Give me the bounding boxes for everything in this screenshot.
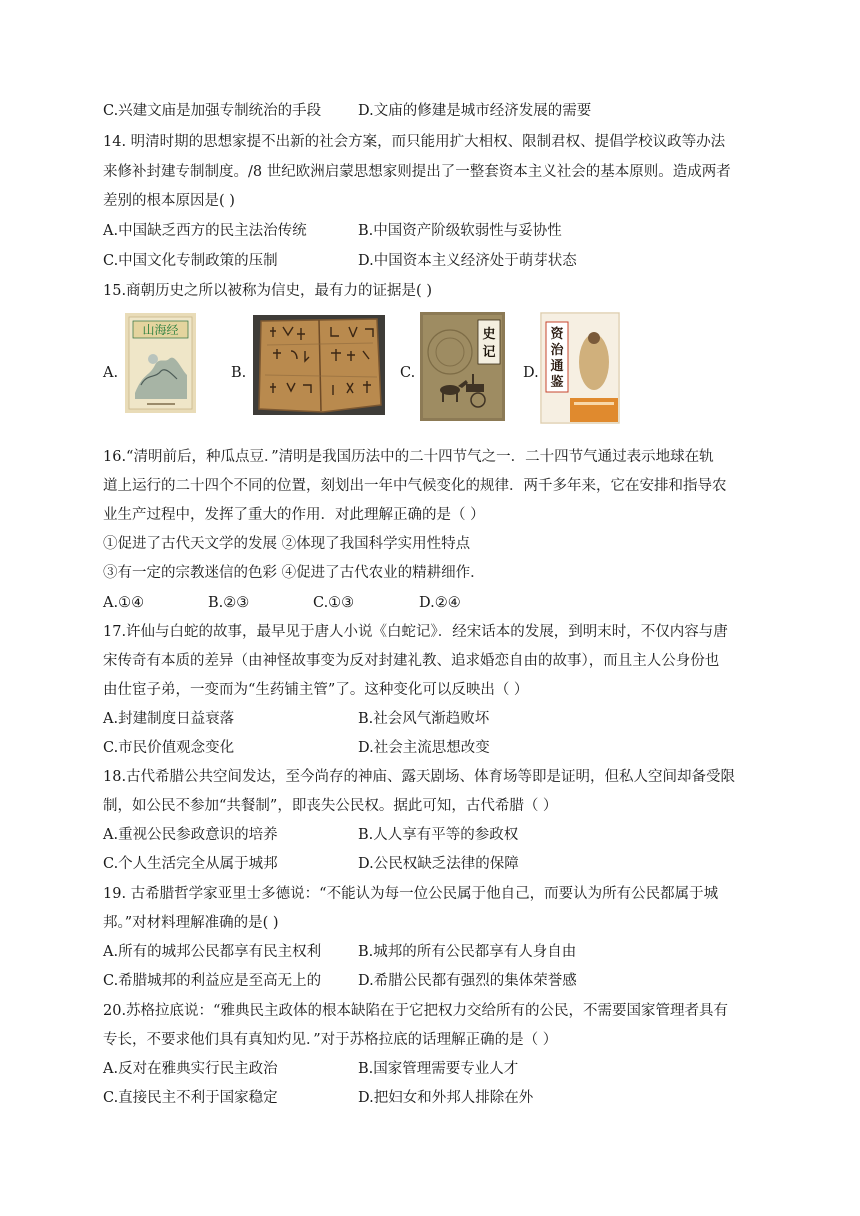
q15-option-a-label: A. bbox=[103, 365, 119, 381]
zizhitongjian-book-cover-icon bbox=[540, 312, 620, 424]
q14-option-d: D.中国资本主义经济处于萌芽状态 bbox=[358, 253, 577, 269]
q14-option-a: A.中国缺乏西方的民主法治传统 bbox=[103, 223, 307, 239]
zizhitongjian-char-2: 治 bbox=[550, 343, 564, 358]
q16-item-line-2: ③有一定的宗教迷信的色彩 ④促进了古代农业的精耕细作． bbox=[103, 565, 485, 581]
q18-option-a: A.重视公民参政意识的培养 bbox=[103, 827, 278, 843]
q16-stem-line-3: 业生产过程中，发挥了重大的作用．对此理解正确的是（ ） bbox=[103, 507, 485, 523]
shiji-book-cover-icon bbox=[420, 312, 505, 421]
q20-stem-line-2: 专长，不要求他们具有真知灼见．”对于苏格拉底的话理解正确的是（ ） bbox=[103, 1032, 558, 1048]
q19-option-d: D.希腊公民都有强烈的集体荣誉感 bbox=[358, 973, 577, 989]
oracle-bone-inscription-icon bbox=[253, 315, 385, 415]
q20-option-b: B.国家管理需要专业人才 bbox=[358, 1061, 519, 1077]
q13-option-c: C.兴建文庙是加强专制统治的手段 bbox=[103, 103, 322, 119]
q19-option-b: B.城邦的所有公民都享有人身自由 bbox=[358, 944, 577, 960]
q18-option-d: D.公民权缺乏法律的保障 bbox=[358, 856, 519, 872]
q19-option-c: C.希腊城邦的利益应是至高无上的 bbox=[103, 973, 322, 989]
q14-stem-line-2: 来修补封建专制制度。/8 世纪欧洲启蒙思想家则提出了一整套资本主义社会的基本原则。造成两者 bbox=[103, 164, 731, 180]
q16-stem-line-1: 16.“清明前后，种瓜点豆．”清明是我国历法中的二十四节气之一．二十四节气通过表示地球在轨 bbox=[103, 449, 714, 465]
q16-option-b: B.②③ bbox=[208, 595, 250, 611]
zizhitongjian-char-3: 通 bbox=[550, 359, 564, 374]
q20-option-c: C.直接民主不利于国家稳定 bbox=[103, 1090, 278, 1106]
q20-option-d: D.把妇女和外邦人排除在外 bbox=[358, 1090, 534, 1106]
q18-option-c: C.个人生活完全从属于城邦 bbox=[103, 856, 278, 872]
q17-stem-line-3: 由仕宦子弟，一变而为“生药铺主管”了。这种变化可以反映出（ ） bbox=[103, 682, 529, 698]
q19-option-a: A.所有的城邦公民都享有民主权利 bbox=[103, 944, 322, 960]
q18-stem-line-2: 制，如公民不参加“共餐制”，即丧失公民权。据此可知，古代希腊（ ） bbox=[103, 798, 558, 814]
q19-stem-line-2: 邦。”对材料理解准确的是( ) bbox=[103, 915, 279, 931]
q16-option-a: A.①④ bbox=[103, 595, 145, 611]
q17-stem-line-2: 宋传奇有本质的差异（由神怪故事变为反对封建礼教、追求婚恋自由的故事），而且主人公身份也 bbox=[103, 653, 720, 669]
zizhitongjian-char-4: 鉴 bbox=[550, 375, 564, 390]
q16-option-c: C.①③ bbox=[313, 595, 355, 611]
shanhaijing-title: 山海经 bbox=[142, 323, 179, 337]
q15-stem: 15.商朝历史之所以被称为信史，最有力的证据是( ) bbox=[103, 283, 432, 299]
q18-stem-line-1: 18.古代希腊公共空间发达，至今尚存的神庙、露天剧场、体育场等即是证明，但私人空间却备受限 bbox=[103, 769, 736, 785]
shiji-title-part-2: 记 bbox=[482, 345, 496, 360]
q16-stem-line-2: 道上运行的二十四个不同的位置，刻划出一年中气候变化的规律．两千多年来，它在安排和指导农 bbox=[103, 478, 727, 494]
q19-stem-line-1: 19. 古希腊哲学家亚里士多德说：“不能认为每一位公民属于他自己，而要认为所有公民都属于城 bbox=[103, 886, 719, 902]
q16-item-line-1: ①促进了古代天文学的发展 ②体现了我国科学实用性特点 bbox=[103, 536, 471, 552]
q16-option-d: D.②④ bbox=[419, 595, 461, 611]
q13-option-d: D.文庙的修建是城市经济发展的需要 bbox=[358, 103, 592, 119]
q14-option-c: C.中国文化专制政策的压制 bbox=[103, 253, 278, 269]
q15-option-b-label: B. bbox=[231, 365, 247, 381]
q14-stem-line-1: 14. 明清时期的思想家提不出新的社会方案，而只能用扩大相权、限制君权、提倡学校议政等办法 bbox=[103, 134, 726, 150]
q17-option-c: C.市民价值观念变化 bbox=[103, 740, 235, 756]
q15-option-c-label: C. bbox=[400, 365, 416, 381]
q20-option-a: A.反对在雅典实行民主政治 bbox=[103, 1061, 278, 1077]
q17-option-b: B.社会风气渐趋败坏 bbox=[358, 711, 490, 727]
q14-option-b: B.中国资产阶级软弱性与妥协性 bbox=[358, 223, 562, 239]
q18-option-b: B.人人享有平等的参政权 bbox=[358, 827, 519, 843]
q20-stem-line-1: 20.苏格拉底说：“雅典民主政体的根本缺陷在于它把权力交给所有的公民，不需要国家管理者具有 bbox=[103, 1003, 728, 1019]
shiji-title-part-1: 史 bbox=[482, 327, 496, 342]
q14-stem-line-3: 差别的根本原因是( ) bbox=[103, 193, 235, 209]
q17-option-d: D.社会主流思想改变 bbox=[358, 740, 490, 756]
zizhitongjian-char-1: 资 bbox=[550, 327, 564, 342]
q15-option-d-label: D. bbox=[523, 365, 539, 381]
shanhaijing-book-cover-icon bbox=[125, 313, 196, 413]
q17-stem-line-1: 17.许仙与白蛇的故事，最早见于唐人小说《白蛇记》．经宋话本的发展，到明末时，不仅内容与唐 bbox=[103, 624, 728, 640]
q17-option-a: A.封建制度日益衰落 bbox=[103, 711, 235, 727]
